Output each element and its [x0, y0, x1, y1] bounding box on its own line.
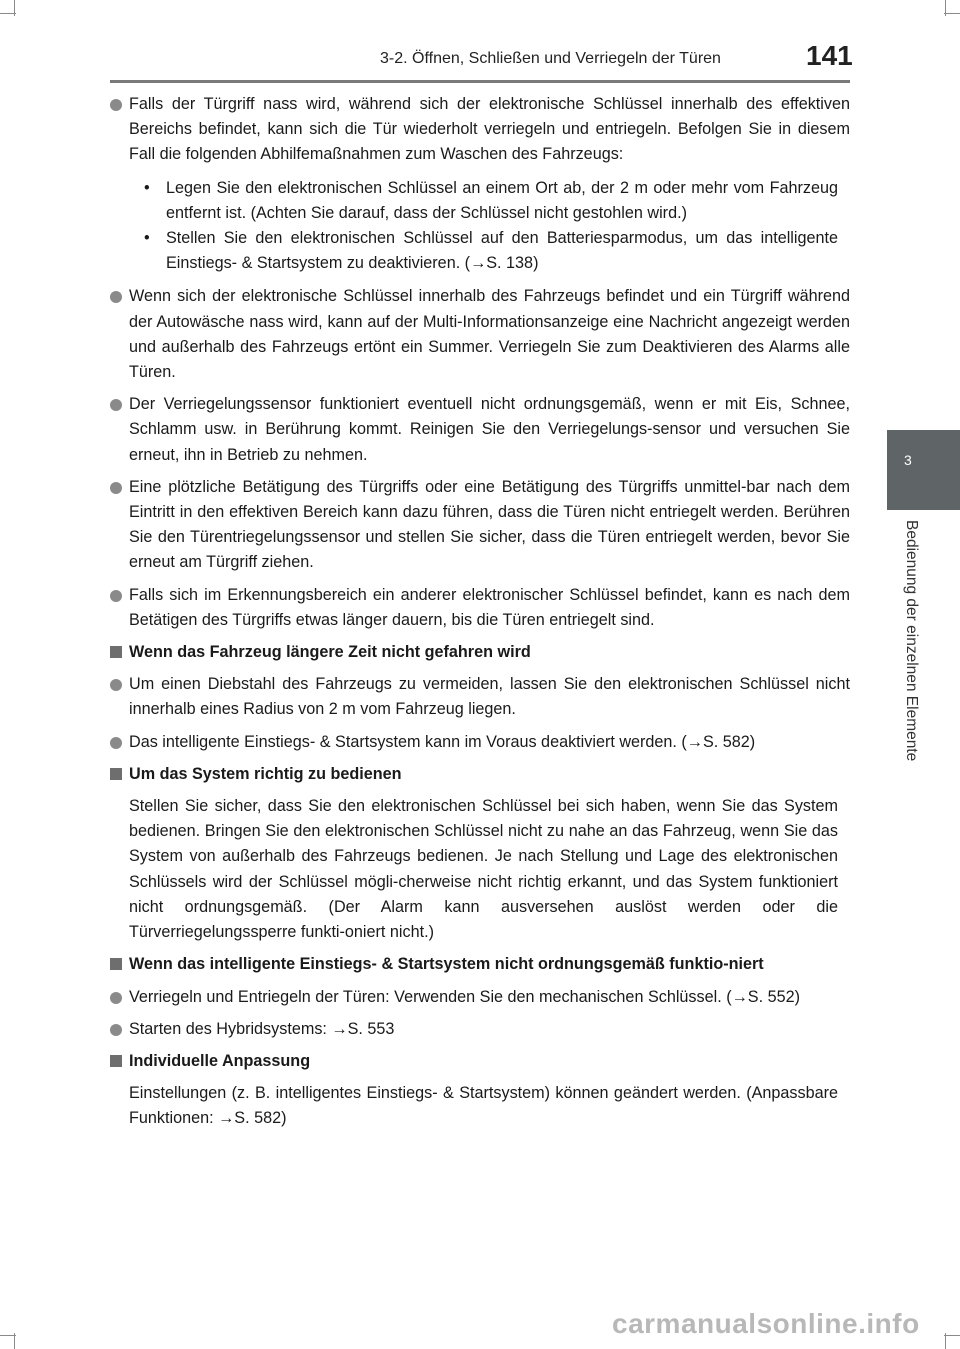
- section-heading: [110, 640, 850, 665]
- bullet-text: Der Verriegelungssensor funktioniert eventuell nicht ordnungsgemäß, wenn er mit Eis, Schnee, Schlamm usw. in Berührung kommt. Reinigen Sie den Verriegelungs-sensor und versuchen Sie erneut, ihn in Betrieb zu nehmen.: [129, 395, 850, 464]
- paragraph: Einstellungen (z. B. intelligentes Einstiegs- & Startsystem) können geändert werden. (Anpassbare Funktionen: →S. 582): [129, 1084, 838, 1128]
- section-heading: [110, 952, 850, 977]
- bullet-circle-icon: [110, 992, 122, 1004]
- section-heading-text: Wenn das intelligente Einstiegs- & Startsystem nicht ordnungsgemäß funktio-niert: [129, 955, 764, 974]
- bullet-circle-icon: [110, 99, 122, 111]
- bullet-dot-icon: •: [144, 229, 150, 248]
- chapter-title: 3-2. Öffnen, Schließen und Verriegeln der Türen: [380, 50, 721, 67]
- crop-mark: [944, 1335, 960, 1336]
- bullet-circle-icon: [110, 679, 122, 691]
- bullet-circle-icon: [110, 291, 122, 303]
- list-item: [110, 392, 850, 468]
- list-item: [110, 985, 850, 1010]
- bullet-dot-icon: •: [144, 178, 150, 197]
- crop-mark: [14, 0, 15, 16]
- bullet-text: Starten des Hybridsystems: →S. 553: [129, 1019, 395, 1038]
- crop-mark: [944, 13, 960, 14]
- page-number: 141: [806, 40, 853, 71]
- paragraph: Stellen Sie sicher, dass Sie den elektronischen Schlüssel bei sich haben, wenn Sie das System bedienen. Bringen Sie den elektronischen Schlüssel nicht zu nahe an das Fahrzeug, wenn Sie das System von außerhalb des Fahrzeugs bedienen. Je nach Stellung und Lage des elektronischen Schlüssels wird der Schlüssel mögli-cherweise nicht richtig erkannt, und das System funktioniert nicht ordnungsgemäß. (Der Alarm kann ausversehen auslöst werden oder die Türverriegelungssperre funkti-oniert nicht.): [129, 797, 838, 942]
- page-content: [110, 92, 850, 1139]
- list-item: [110, 730, 850, 755]
- chapter-tab: [887, 430, 960, 510]
- section-square-icon: [110, 768, 122, 780]
- chapter-tab-number: 3: [904, 452, 912, 468]
- crop-mark: [945, 0, 946, 16]
- bullet-text: Wenn sich der elektronische Schlüssel innerhalb des Fahrzeugs befindet und ein Türgriff während der Autowäsche nass wird, kann auf der Multi-Informationsanzeige eine Nachricht angezeigt werden und außerhalb des Fahrzeugs ertönt ein Summer. Verriegeln Sie zum Deaktivieren des Alarms alle Türen.: [129, 287, 850, 382]
- chapter-tab-label: Bedienung der einzelnen Elemente: [903, 520, 920, 762]
- sub-list: [110, 176, 850, 277]
- list-item: [110, 1017, 850, 1042]
- section-heading-text: Um das System richtig zu bedienen: [129, 764, 402, 783]
- bullet-circle-icon: [110, 1024, 122, 1036]
- sub-item-text: Legen Sie den elektronischen Schlüssel an einem Ort ab, der 2 m oder mehr vom Fahrzeug entfernt ist. (Achten Sie darauf, dass der Schlüssel nicht gestohlen wird.): [166, 178, 838, 222]
- section-heading-text: Individuelle Anpassung: [129, 1051, 311, 1070]
- section-square-icon: [110, 646, 122, 658]
- bullet-circle-icon: [110, 482, 122, 494]
- sub-item-text: Stellen Sie den elektronischen Schlüssel auf den Batteriesparmodus, um das intelligente Einstiegs- & Startsystem zu deaktivieren. (→S. 138): [166, 229, 838, 273]
- bullet-text: Falls sich im Erkennungsbereich ein anderer elektronischer Schlüssel befindet, kann es nach dem Betätigen des Türgriffs etwas länger dauern, bis die Türen entriegelt sind.: [129, 585, 850, 629]
- bullet-circle-icon: [110, 590, 122, 602]
- watermark: carmanualsonline.info: [612, 1308, 920, 1339]
- bullet-text: Falls der Türgriff nass wird, während sich der elektronische Schlüssel innerhalb des effektiven Bereichs befindet, kann sich die Tür wiederholt verriegeln und entriegeln. Befolgen Sie in diesem Fall die folgenden Abhilfemaßnahmen zum Waschen des Fahrzeugs:: [129, 95, 850, 164]
- list-item: [110, 475, 850, 576]
- bullet-text: Das intelligente Einstiegs- & Startsystem kann im Voraus deaktiviert werden. (→S. 582): [129, 732, 756, 751]
- list-item: [110, 672, 850, 722]
- bullet-circle-icon: [110, 737, 122, 749]
- crop-mark: [945, 1333, 946, 1349]
- list-item: [110, 284, 850, 385]
- list-item: [110, 583, 850, 633]
- sub-list-item: [110, 226, 850, 276]
- header-divider: [110, 80, 850, 83]
- crop-mark: [14, 1333, 15, 1349]
- section-square-icon: [110, 958, 122, 970]
- section-heading-text: Wenn das Fahrzeug längere Zeit nicht gefahren wird: [129, 643, 531, 662]
- section-heading: [110, 762, 850, 787]
- section-heading: [110, 1049, 850, 1074]
- list-item: [110, 92, 850, 168]
- bullet-text: Eine plötzliche Betätigung des Türgriffs oder eine Betätigung des Türgriffs unmittel-bar nach dem Eintritt in den effektiven Bereich kann dazu führen, dass die Türen nicht entriegelt werden. Berühren Sie den Türentriegelungssensor und stellen Sie sicher, dass die Türen entriegelt werden, bevor Sie erneut am Türgriff ziehen.: [129, 477, 850, 572]
- section-square-icon: [110, 1055, 122, 1067]
- sub-list-item: [110, 176, 850, 226]
- bullet-circle-icon: [110, 399, 122, 411]
- bullet-text: Verriegeln und Entriegeln der Türen: Verwenden Sie den mechanischen Schlüssel. (→S. 552): [129, 987, 800, 1006]
- bullet-text: Um einen Diebstahl des Fahrzeugs zu vermeiden, lassen Sie den elektronischen Schlüssel nicht innerhalb eines Radius von 2 m vom Fahrzeug liegen.: [129, 675, 850, 719]
